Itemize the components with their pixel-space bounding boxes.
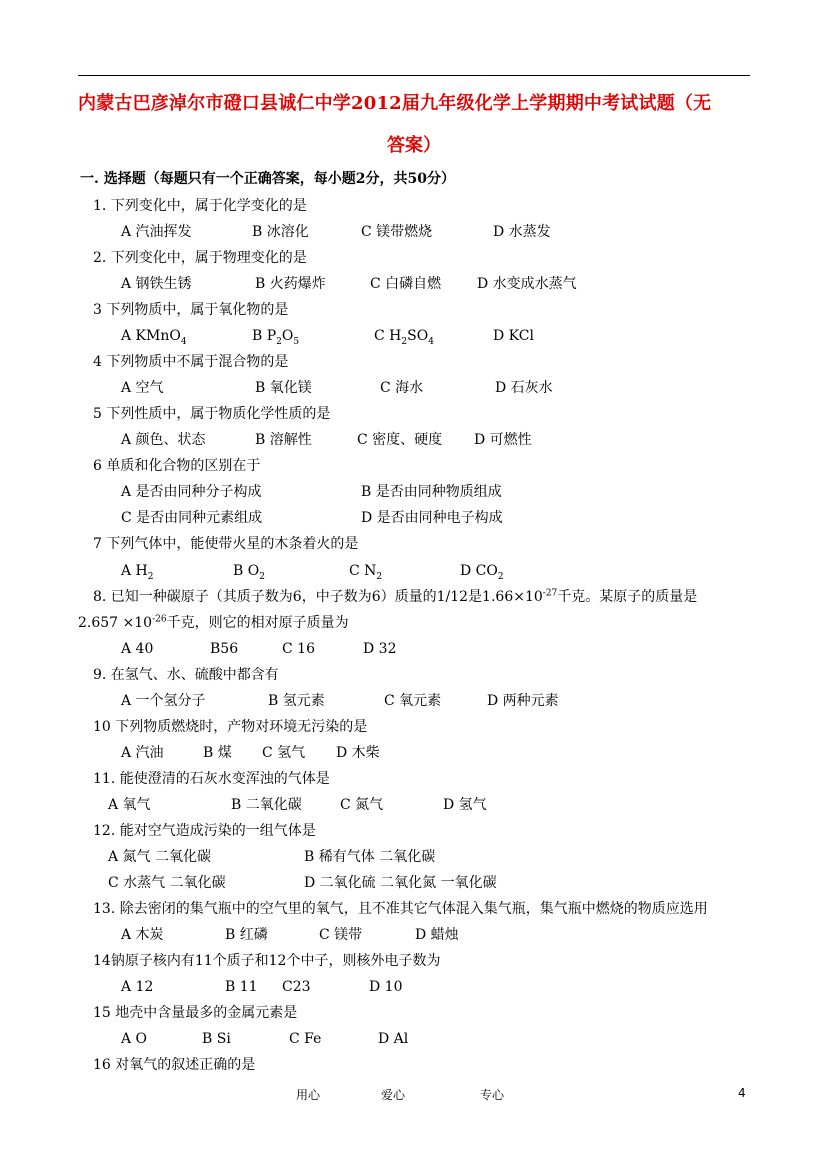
- question-4-stem: 4 下列物质中不属于混合物的是: [93, 354, 289, 370]
- question-15-option-a: A O: [121, 1031, 148, 1047]
- question-13-option-b: B 红磷: [225, 927, 268, 943]
- subscript: 4: [180, 336, 187, 347]
- question-3-option-b: [252, 327, 299, 345]
- document-title-line2: 答案）: [387, 135, 441, 156]
- question-8-option-a: A 40: [121, 641, 154, 657]
- footer-mid-text: 爱心: [381, 1088, 406, 1102]
- question-1-option-a: A 汽油挥发: [121, 224, 192, 240]
- stem-text: 2.657 ×10: [78, 615, 153, 631]
- question-7-stem: 7 下列气体中，能使带火星的木条着火的是: [93, 536, 359, 552]
- question-2-option-b: B 火药爆炸: [255, 276, 326, 292]
- question-8-option-c: C 16: [282, 641, 315, 657]
- question-14-option-d: D 10: [369, 979, 403, 995]
- question-11-option-c: C 氮气: [340, 797, 384, 813]
- subscript: 2: [259, 571, 265, 582]
- question-14-option-b: B 11: [225, 979, 258, 995]
- formula-text: SO: [407, 328, 429, 344]
- question-1-option-c: C 镁带燃烧: [361, 224, 433, 240]
- question-5-option-a: A 颜色、状态: [121, 432, 206, 448]
- question-7-option-d: [460, 562, 504, 580]
- subscript: 5: [293, 336, 300, 347]
- question-3-stem: 3 下列物质中，属于氧化物的是: [93, 302, 289, 318]
- question-8-stem-line1: [93, 588, 697, 606]
- formula-text: B P: [252, 328, 277, 344]
- question-9-option-a: A 一个氢分子: [121, 693, 206, 709]
- question-4-option-d: D 石灰水: [495, 380, 553, 396]
- question-1-option-d: D 水蒸发: [493, 224, 551, 240]
- question-10-option-b: B 煤: [203, 745, 232, 761]
- question-10-option-a: A 汽油: [121, 745, 164, 761]
- question-8-stem-line2: [78, 614, 349, 632]
- question-5-option-c: C 密度、硬度: [357, 432, 443, 448]
- question-7-option-a: [121, 562, 154, 580]
- question-9-option-c: C 氧元素: [384, 693, 442, 709]
- question-16-stem: 16 对氧气的叙述正确的是: [93, 1057, 256, 1073]
- question-11-option-d: D 氢气: [443, 797, 487, 813]
- subscript: 2: [147, 571, 154, 582]
- question-3-option-d: D KCl: [493, 328, 534, 344]
- question-6-option-b: B 是否由同种物质组成: [361, 484, 502, 500]
- formula-text: A H: [121, 563, 148, 579]
- formula-text: C H: [374, 328, 402, 344]
- question-15-option-d: D Al: [378, 1031, 409, 1047]
- stem-text: 千克，则它的相对原子质量为: [166, 615, 349, 631]
- question-12-option-a: A 氮气 二氧化碳: [108, 849, 212, 865]
- question-13-option-a: A 木炭: [121, 927, 164, 943]
- subscript: 4: [428, 336, 434, 347]
- question-8-option-d: D 32: [363, 641, 397, 657]
- question-7-option-b: [233, 562, 265, 580]
- question-10-option-d: D 木柴: [336, 745, 380, 761]
- question-9-option-b: B 氢元素: [268, 693, 325, 709]
- question-5-option-d: D 可燃性: [474, 432, 532, 448]
- stem-text: 千克。某原子的质量是: [557, 589, 698, 605]
- formula-text: D CO: [460, 563, 498, 579]
- question-4-option-a: A 空气: [121, 380, 164, 396]
- section-heading: 一. 选择题（每题只有一个正确答案，每小题2分，共50分）: [80, 171, 455, 187]
- subscript: 2: [401, 336, 408, 347]
- question-9-stem: 9. 在氢气、水、硫酸中都含有: [93, 667, 279, 683]
- question-14-option-c: C23: [282, 979, 311, 995]
- question-1-stem: 1. 下列变化中，属于化学变化的是: [93, 198, 307, 214]
- exponent: -26: [152, 614, 167, 625]
- question-8-option-b: B56: [210, 641, 239, 657]
- question-9-option-d: D 两种元素: [487, 693, 559, 709]
- question-4-option-c: C 海水: [380, 380, 424, 396]
- question-12-option-d: D 二氧化硫 二氧化氮 一氧化碳: [304, 875, 497, 891]
- question-3-option-a: [121, 327, 187, 345]
- question-2-stem: 2. 下列变化中，属于物理变化的是: [93, 250, 307, 266]
- question-11-option-b: B 二氧化碳: [231, 797, 302, 813]
- question-12-option-c: C 水蒸气 二氧化碳: [108, 875, 226, 891]
- exponent: -27: [542, 588, 558, 599]
- question-13-option-c: C 镁带: [319, 927, 363, 943]
- question-3-option-c: [374, 327, 434, 345]
- question-5-stem: 5 下列性质中，属于物质化学性质的是: [93, 406, 331, 422]
- question-6-option-a: A 是否由同种分子构成: [121, 484, 262, 500]
- subscript: 2: [376, 571, 383, 582]
- question-2-option-d: D 水变成水蒸气: [477, 276, 577, 292]
- footer-left-text: 用心: [296, 1088, 321, 1102]
- question-7-option-c: [349, 562, 382, 580]
- question-15-option-b: B Si: [202, 1031, 231, 1047]
- question-6-option-c: C 是否由同种元素组成: [121, 510, 263, 526]
- question-15-option-c: C Fe: [289, 1031, 322, 1047]
- formula-text: B O: [233, 563, 260, 579]
- document-title-line1: 内蒙古巴彦淖尔市磴口县诚仁中学2012届九年级化学上学期期中考试试题（无: [78, 93, 712, 114]
- header-rule: [78, 75, 750, 76]
- formula-text: O: [281, 328, 294, 344]
- question-2-option-a: A 钢铁生锈: [121, 276, 192, 292]
- question-2-option-c: C 白磷自燃: [370, 276, 442, 292]
- page-number: 4: [738, 1086, 746, 1100]
- formula-text: A KMnO: [121, 328, 181, 344]
- question-12-stem: 12. 能对空气造成污染的一组气体是: [93, 823, 316, 839]
- question-1-option-b: B 冰溶化: [252, 224, 309, 240]
- question-10-stem: 10 下列物质燃烧时，产物对环境无污染的是: [93, 719, 368, 735]
- question-15-stem: 15 地壳中含量最多的金属元素是: [93, 1005, 298, 1021]
- question-14-stem: 14钠原子核内有11个质子和12个中子，则核外电子数为: [93, 953, 441, 969]
- subscript: 2: [497, 571, 504, 582]
- question-4-option-b: B 氧化镁: [255, 380, 312, 396]
- question-12-option-b: B 稀有气体 二氧化碳: [304, 849, 436, 865]
- subscript: 2: [276, 336, 282, 347]
- question-14-option-a: A 12: [121, 979, 154, 995]
- footer-right-text: 专心: [480, 1088, 505, 1102]
- question-13-stem: 13. 除去密闭的集气瓶中的空气里的氧气，且不准其它气体混入集气瓶，集气瓶中燃烧的物质应选用: [93, 901, 708, 917]
- question-5-option-b: B 溶解性: [255, 432, 312, 448]
- question-6-stem: 6 单质和化合物的区别在于: [93, 458, 261, 474]
- stem-text: 8. 已知一种碳原子（其质子数为6，中子数为6）质量的1/12是1.66×10: [93, 589, 543, 605]
- formula-text: C N: [349, 563, 377, 579]
- question-10-option-c: C 氢气: [262, 745, 306, 761]
- question-11-option-a: A 氧气: [108, 797, 151, 813]
- question-13-option-d: D 蜡烛: [415, 927, 459, 943]
- question-11-stem: 11. 能使澄清的石灰水变浑浊的气体是: [93, 771, 330, 787]
- question-6-option-d: D 是否由同种电子构成: [361, 510, 503, 526]
